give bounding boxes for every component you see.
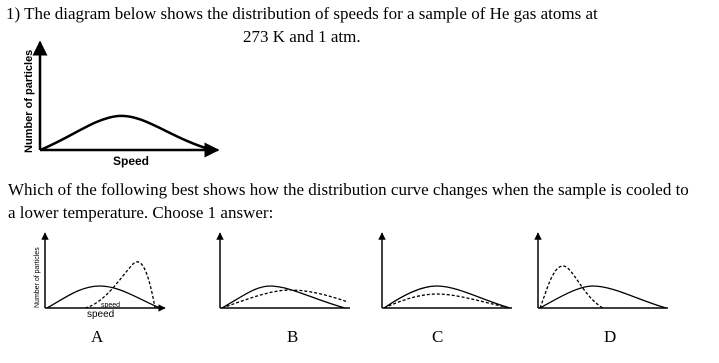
option-b-solid-curve (222, 286, 345, 308)
option-b-dashed-curve (222, 290, 348, 308)
option-d-dashed-curve (540, 266, 603, 308)
option-d-solid-curve (540, 286, 666, 308)
question-1-text-line-2: 273 K and 1 atm. (243, 27, 361, 46)
main-distribution-graph (0, 38, 260, 178)
option-c-graph[interactable] (372, 228, 522, 328)
main-y-axis-label: Number of particles (23, 49, 35, 153)
option-c-letter[interactable]: C (432, 327, 444, 346)
option-c-solid-curve (384, 286, 510, 308)
option-a-x-axis-label: speed (87, 309, 115, 320)
option-d-graph[interactable] (528, 228, 678, 328)
main-x-axis-label: Speed (113, 154, 150, 168)
option-d-letter[interactable]: D (604, 327, 617, 346)
option-b-letter[interactable]: B (287, 327, 299, 346)
question-2-text-line-1: Which of the following best shows how the distribution curve changes when the sample is cooled to (8, 180, 689, 199)
option-a-graph[interactable] (25, 228, 205, 328)
question-1-text-line-1: 1) The diagram below shows the distribution of speeds for a sample of He gas atoms at (6, 4, 598, 23)
main-distribution-curve (40, 116, 212, 150)
option-b-graph[interactable] (210, 228, 360, 328)
option-a-y-axis-label: Number of particles (34, 247, 41, 308)
option-a-letter[interactable]: A (91, 327, 104, 346)
question-2-text-line-2: a lower temperature. Choose 1 answer: (8, 203, 274, 222)
option-a-overlap-text: speed (101, 302, 121, 309)
